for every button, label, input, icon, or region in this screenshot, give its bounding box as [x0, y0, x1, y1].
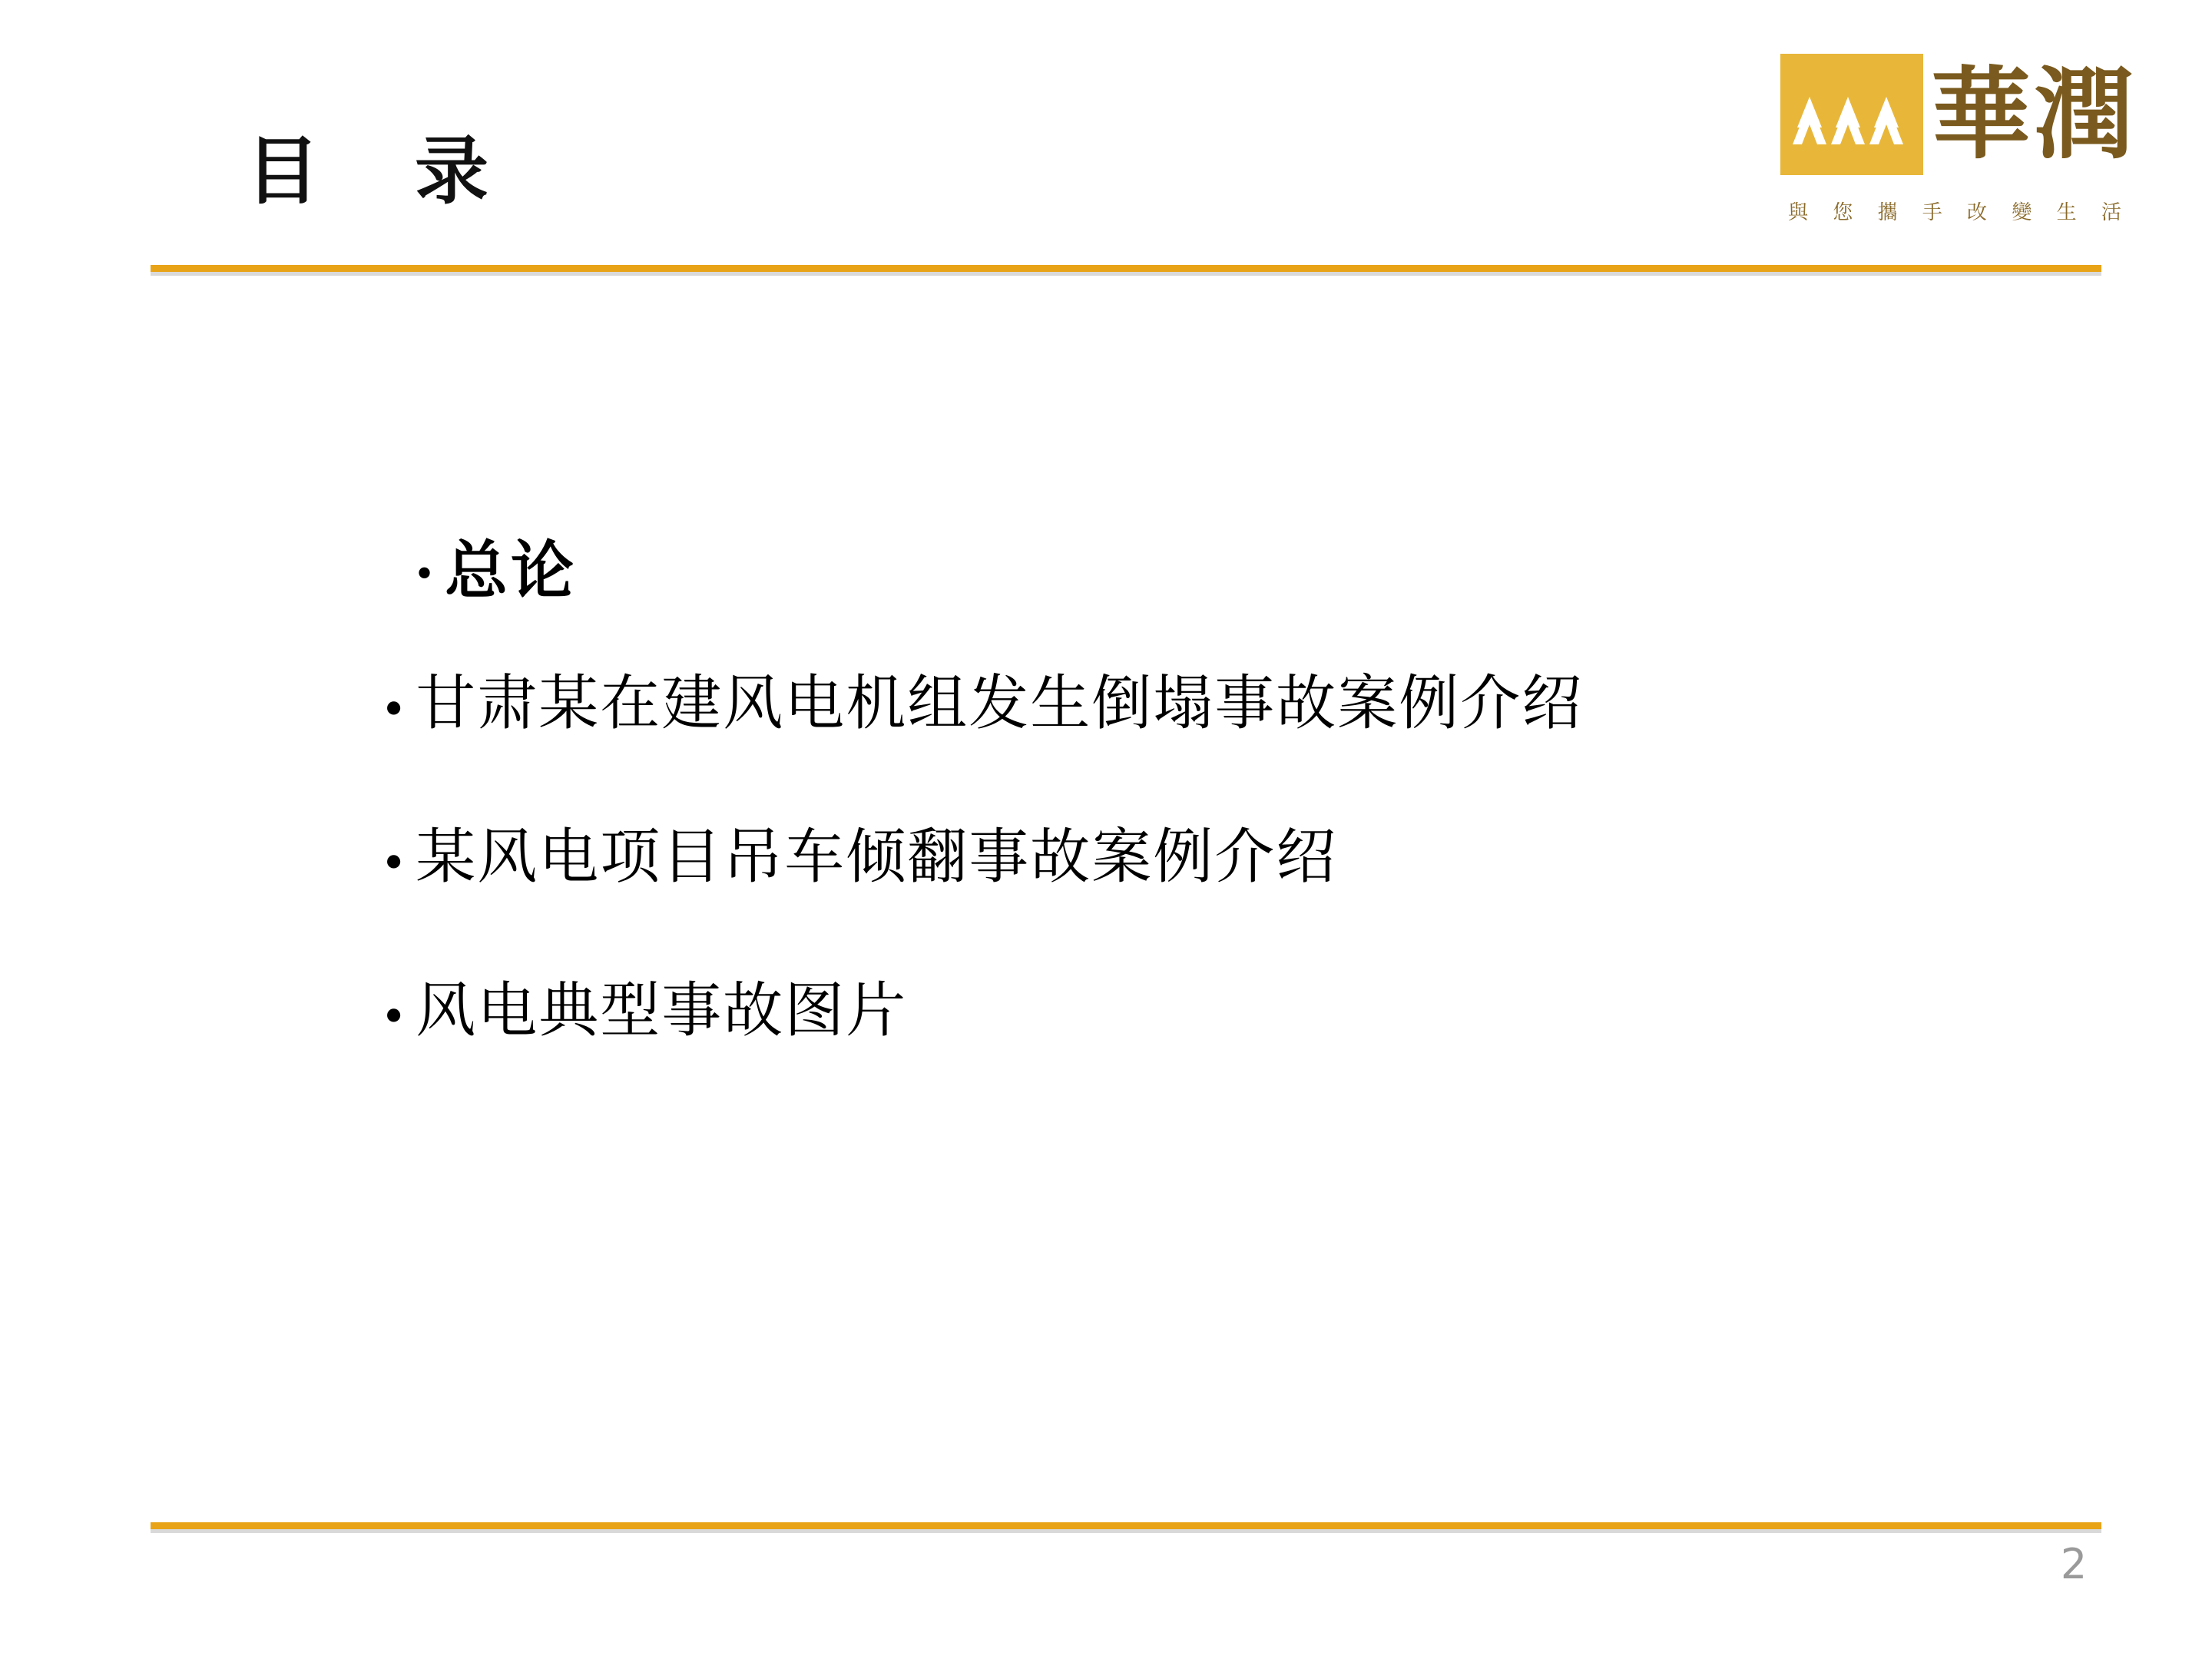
- bullet-marker-icon: •: [384, 984, 404, 1046]
- list-item: [384, 975, 2074, 1046]
- bullet-marker-icon: •: [384, 677, 404, 740]
- page-title: 目 录: [246, 128, 499, 214]
- list-item: [384, 669, 2074, 740]
- list-item-label: 甘肃某在建风电机组发生倒塌事故案例介绍: [416, 669, 1584, 739]
- header-rule-shadow: [151, 272, 2101, 276]
- logo-mark: [1780, 54, 1923, 175]
- list-item: [384, 822, 2074, 892]
- bullet-marker-icon: •: [416, 548, 433, 598]
- logo-tagline: 與 您 攜 手 改 變 生 活: [1788, 201, 2131, 224]
- list-item-label: 风电典型事故图片: [416, 975, 908, 1045]
- agenda-list: [384, 534, 2074, 1134]
- footer-rule-shadow: [151, 1529, 2101, 1533]
- bullet-marker-icon: •: [384, 830, 404, 892]
- header-rule: [151, 265, 2101, 272]
- page-number: 2: [2060, 1540, 2088, 1588]
- list-item-label: 总论: [445, 534, 578, 608]
- footer-rule: [151, 1522, 2101, 1529]
- list-item-label: 某风电项目吊车倾翻事故案例介绍: [416, 822, 1338, 892]
- logo-wordmark: 華潤: [1931, 55, 2137, 173]
- list-item: [416, 534, 2074, 608]
- mountain-peaks-icon: [1780, 54, 1923, 175]
- company-logo: [1780, 54, 2137, 263]
